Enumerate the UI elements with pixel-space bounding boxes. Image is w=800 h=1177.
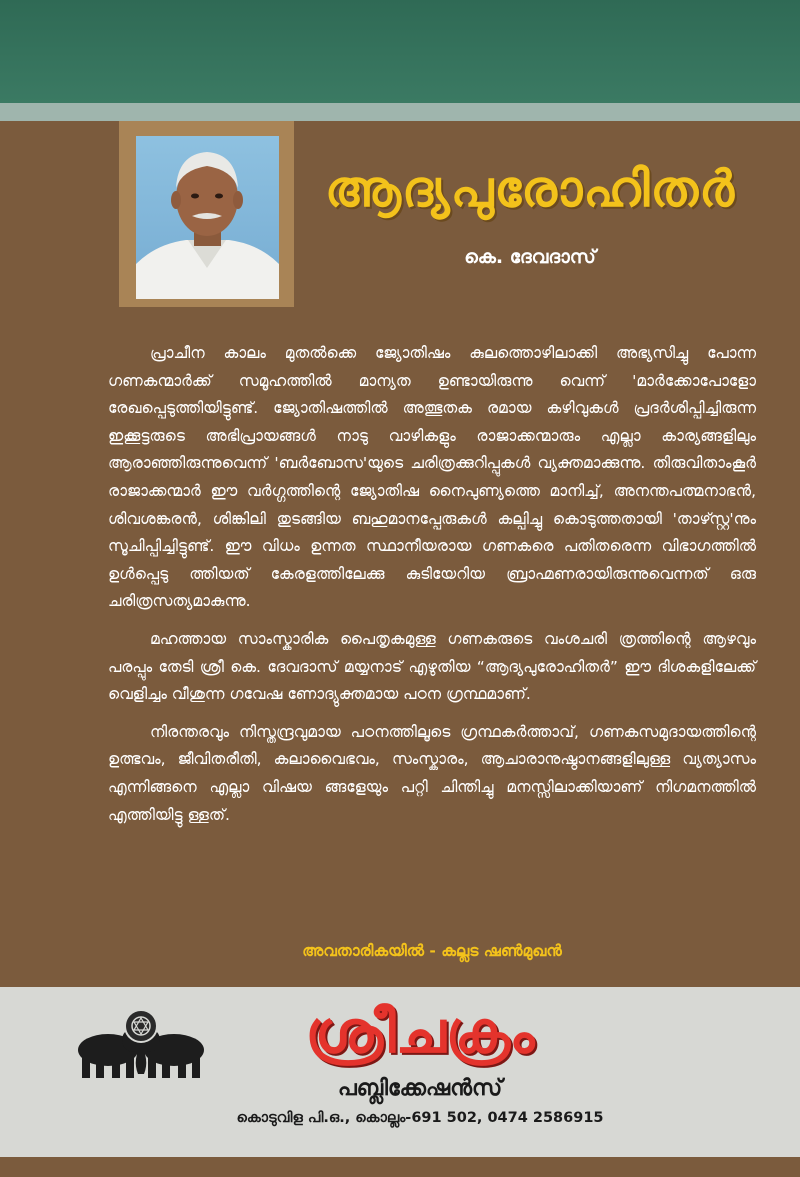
blurb-paragraph: നിരന്തരവും നിസ്തന്ദ്രവുമായ പഠനത്തിലൂടെ ഗ്രന്ഥകർത്താവ്, ഗണകസമുദായത്തിന്റെ ഉത്ഭവം, ജീവിതരീതി, കലാവൈഭവം, സംസ്കാരം, ആചാരാനുഷ്ഠാനങ്ങളിലുള്ള വ്യത്യാസം എന്നിങ്ങനെ എല്ലാ വിഷയ ങ്ങളേയും പറ്റി ചിന്തിച്ചു മനസ്സിലാക്കിയാണ് നിഗമനത്തിൽ എത്തിയിട്ടു ള്ളത്. [108,722,756,824]
publisher-name: ശ്രീചക്രം [305,998,535,1066]
elephants-emblem-icon [70,1004,212,1084]
author-portrait-icon [136,136,279,299]
book-title: ആദ്യപുരോഹിതർ [324,160,736,218]
publisher-address: കൊടുവിള പി.ഒ., കൊല്ലം-691 502, 0474 2586915 [236,1110,604,1126]
top-teal-stripe [0,103,800,121]
book-author: കെ. ദേവദാസ് [464,246,596,268]
blurb-text [108,340,756,829]
blurb-paragraph: പ്രാചീന കാലം മുതൽക്കെ ജ്യോതിഷം കുലത്തൊഴിലാക്കി അഭ്യസിച്ചു പോന്ന ഗണകന്മാർക്ക് സമൂഹത്തിൽ മാന്യത ഉണ്ടായിരുന്നു വെന്ന് 'മാർക്കോപോളോ രേഖപ്പെടുത്തിയിട്ടുണ്ട്. ജ്യോതിഷത്തിൽ അത്ഭുതക രമായ കഴിവുകൾ പ്രദർശിപ്പിച്ചിരുന്ന ഇക്കൂട്ടരുടെ അഭിപ്രായങ്ങൾ നാടു വാഴികളും രാജാക്കന്മാരും എല്ലാ കാര്യങ്ങളിലും ആരാഞ്ഞിരുന്നുവെന്ന് 'ബർബോസ'യുടെ ചരിത്രക്കുറിപ്പുകൾ വ്യക്തമാക്കുന്നു. തിരുവിതാംകൂർ രാജാക്കന്മാർ ഈ വർഗ്ഗത്തിന്റെ ജ്യോതിഷ നൈപുണ്യത്തെ മാനിച്ച്, അനന്തപത്മനാഭൻ, ശിവശങ്കരൻ, ശിങ്കിലി തുടങ്ങിയ ബഹുമാനപ്പേരുകൾ കല്പിച്ചു കൊടുത്തതായി 'താഴ്സ്റ്റ'നും സൂചിപ്പിച്ചിട്ടുണ്ട്. ഈ വിധം ഉന്നത സ്ഥാനീയരായ ഗണകരെ പതിതരെന്ന വിഭാഗത്തിൽ ഉൾപ്പെടു ത്തിയത് കേരളത്തിലേക്കു കുടിയേറിയ ബ്രാഹ്മണരായിരുന്നുവെന്നത് ഒരു ചരിത്രസത്യമാകുന്നു. [108,344,756,611]
blurb-attribution: അവതാരികയിൽ - കല്ലട ഷൺമുഖൻ [302,942,562,960]
top-green-band [0,0,800,103]
publisher-subtitle: പബ്ലിക്കേഷൻസ് [337,1076,503,1101]
bottom-edge [0,1157,800,1177]
blurb-paragraph: മഹത്തായ സാംസ്കാരിക പൈതൃകമുള്ള ഗണകരുടെ വംശചരി ത്രത്തിന്റെ ആഴവും പരപ്പും തേടി ശ്രീ കെ. ദേവദാസ് മയ്യനാട് എഴുതിയ “ആദ്യപുരോഹിതർ” ഈ ദിശകളിലേക്ക് വെളിച്ചം വീശുന്ന ഗവേഷ ണോദ്യുക്തമായ പഠന ഗ്രന്ഥമാണ്. [108,629,756,704]
author-photo [136,136,279,299]
